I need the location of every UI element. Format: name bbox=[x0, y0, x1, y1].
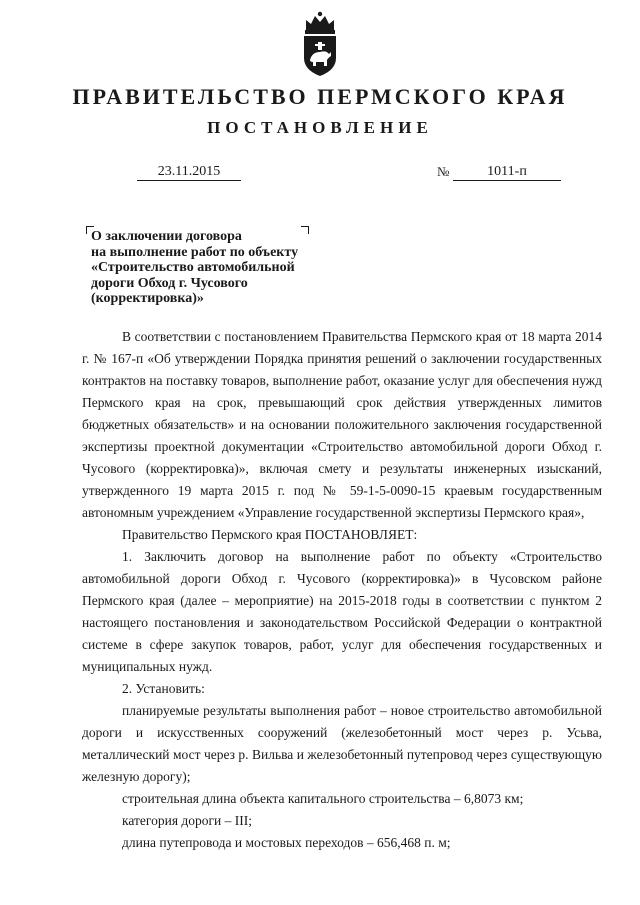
government-title: ПРАВИТЕЛЬСТВО ПЕРМСКОГО КРАЯ bbox=[72, 84, 568, 109]
body-paragraph: категория дороги – III; bbox=[122, 813, 253, 828]
subject-line: О заключении договора bbox=[91, 229, 242, 244]
document-date: 23.11.2015 bbox=[137, 163, 241, 181]
body-paragraph: длина путепровода и мостовых переходов – 656,468 п. м; bbox=[122, 835, 451, 850]
perm-krai-coat-of-arms-icon bbox=[298, 8, 342, 78]
body-paragraph: Правительство Пермского края ПОСТАНОВЛЯЕТ: bbox=[122, 527, 418, 542]
document-number: 1011-п bbox=[453, 163, 561, 181]
document-type: ПОСТАНОВЛЕНИЕ bbox=[207, 118, 433, 137]
body-paragraph: В соответствии с постановлением Правительства Пермского края от 18 марта 2014 г. № 167-п «Об утверждении Порядка принятия решений о заключении государственных контрактов на поставку товаров, выполнение работ, оказание услуг для обеспечения нужд Пермского края на срок, превышающий срок действия утвержденных лимитов бюджетных обязательств» и на основании положительного заключения государственной экспертизы проектной документации «Строительство автомобильной дороги Обход г. Чусового (корректировка)», включая смету и результаты инженерных изысканий, утвержденного 19 марта 2015 г. под № 59-1-5-0090-15 краевым государственным автономным учреждением «Управление государственной экспертизы Пермского края», bbox=[82, 329, 602, 520]
document-body bbox=[82, 326, 602, 854]
number-label: № bbox=[437, 164, 450, 179]
body-paragraph: строительная длина объекта капитального строительства – 6,8073 км; bbox=[122, 791, 524, 806]
subject-block bbox=[91, 229, 321, 307]
body-paragraph: 2. Установить: bbox=[122, 681, 205, 696]
subject-line: «Строительство автомобильной bbox=[91, 260, 295, 275]
subject-line: дороги Обход г. Чусового bbox=[91, 275, 248, 291]
subject-line: (корректировка)» bbox=[91, 291, 204, 306]
body-paragraph: 1. Заключить договор на выполнение работ по объекту «Строительство автомобильной дороги Обход г. Чусового (корректировка)» в Чусовском районе Пермского края (далее – мероприятие) на 2015-2018 годы в соответствии с пунктом 2 настоящего постановления и законодательством Российской Федерации о контрактной системе в сфере закупок товаров, работ, услуг для обеспечения государственных и муниципальных нужд. bbox=[82, 549, 602, 674]
body-paragraph: планируемые результаты выполнения работ – новое строительство автомобильной дороги и искусственных сооружений (железобетонный мост через р. Усьва, металлический мост через р. Вильва и железобетонный путепровод через существующую железную дорогу); bbox=[82, 703, 602, 784]
subject-line: на выполнение работ по объекту bbox=[91, 244, 299, 260]
